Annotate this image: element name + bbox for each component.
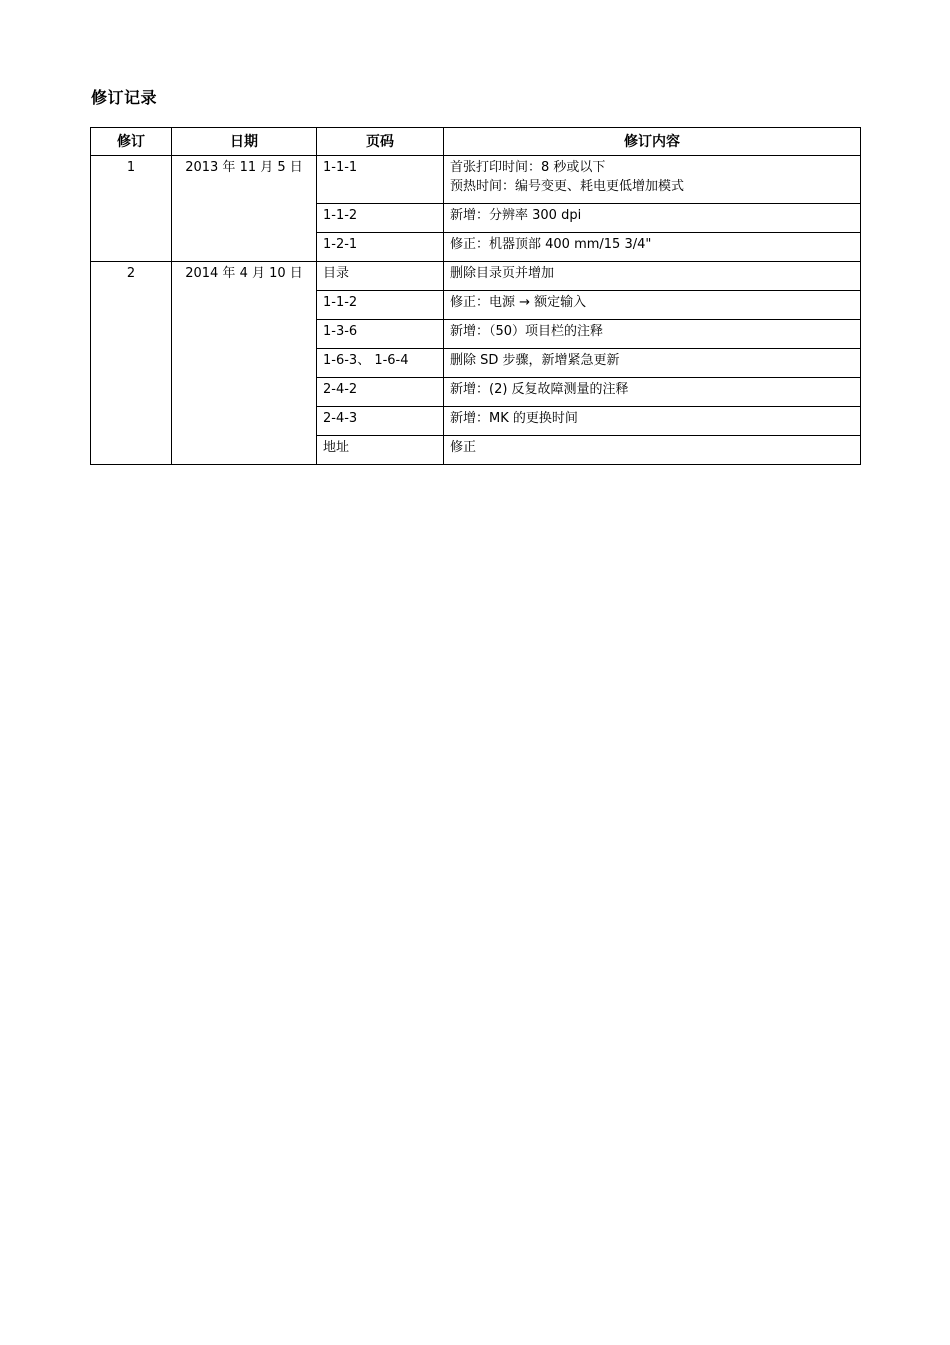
page-ref: 1-2-1 (317, 233, 444, 262)
revision-date: 2013 年 11 月 5 日 (172, 156, 317, 262)
revision-content: 修正：机器顶部 400 mm/15 3/4" (444, 233, 861, 262)
revision-date: 2014 年 4 月 10 日 (172, 262, 317, 465)
revision-content: 修正：电源 → 额定输入 (444, 291, 861, 320)
header-page: 页码 (317, 128, 444, 156)
table-row (91, 156, 861, 204)
revision-table (90, 127, 861, 465)
page-ref: 1-1-1 (317, 156, 444, 204)
page-ref: 1-6-3、 1-6-4 (317, 349, 444, 378)
revision-content: 新增：分辨率 300 dpi (444, 204, 861, 233)
revision-content (444, 156, 861, 204)
table-header-row (91, 128, 861, 156)
page-ref: 2-4-2 (317, 378, 444, 407)
revision-content: 新增：MK 的更换时间 (444, 407, 861, 436)
header-content: 修订内容 (444, 128, 861, 156)
header-date: 日期 (172, 128, 317, 156)
revision-content: 新增：(2) 反复故障测量的注释 (444, 378, 861, 407)
table-row (91, 262, 861, 291)
page-ref: 1-3-6 (317, 320, 444, 349)
revision-number: 2 (91, 262, 172, 465)
page-ref: 1-1-2 (317, 291, 444, 320)
content-line: 预热时间：编号变更、耗电更低增加模式 (450, 179, 685, 194)
page-ref: 地址 (317, 436, 444, 465)
revision-content: 删除 SD 步骤，新增紧急更新 (444, 349, 861, 378)
page-title: 修订记录 (91, 88, 158, 107)
page-ref: 目录 (317, 262, 444, 291)
header-revision: 修订 (91, 128, 172, 156)
revision-content: 新增：（50）项目栏的注释 (444, 320, 861, 349)
revision-content: 修正 (444, 436, 861, 465)
revision-content: 删除目录页并增加 (444, 262, 861, 291)
revision-number: 1 (91, 156, 172, 262)
content-line: 首张打印时间：8 秒或以下 (450, 160, 606, 175)
page-ref: 2-4-3 (317, 407, 444, 436)
page-ref: 1-1-2 (317, 204, 444, 233)
